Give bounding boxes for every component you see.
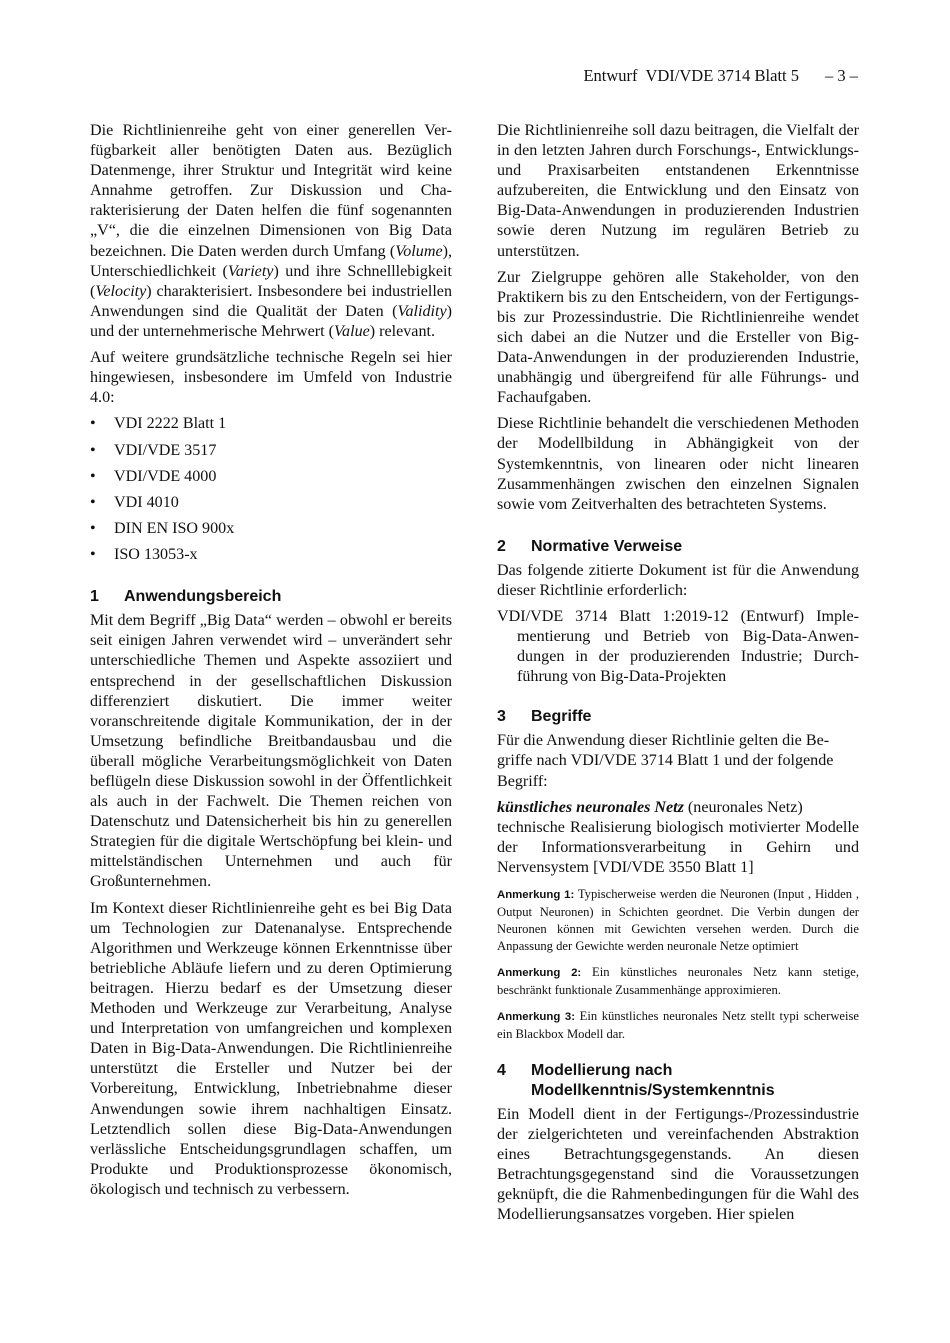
list-item: • VDI/VDE 3517 [90, 441, 217, 459]
intro-paragraph-2: Auf weitere grundsätzliche technische Regeln sei hier hingewiesen, insbesondere im Umfeld von Industrie 4.0: [90, 349, 452, 407]
left-column [90, 121, 452, 1206]
section-4-heading: 4 Modellierung nach Modellkenntnis/Systemkenntnis [497, 1062, 775, 1099]
scope-paragraph-3: Diese Richtlinie behandelt die verschiedenen Methoden der Modellbildung in Abhängigkeit von der Systemkenntnis, von linearen oder nicht linearen Zusammenhängen zwischen den einzelnen Signalen sowie vom Zeitverhalten des betrachteten Systems. [497, 415, 859, 513]
running-header [583, 66, 858, 86]
normative-reference: VDI/VDE 3714 Blatt 1:2019-12 (Entwurf) Implementierung und Betrieb von Big-Data-Anwendungen in der produzierenden Industrie; Durchführung von Big-Data-Projekten [497, 607, 859, 686]
note-1: Anmerkung 1: Typischerweise werden die Neuronen (Input , Hidden , Output Neuronen) in Schichten geordnet. Die Verbin dungen der Neuronen können mit Gewichten versehen werden. Durch die Anpassung der Gewichte werden neuronale Netze optimiert [497, 887, 859, 953]
note-3: Anmerkung 3: Ein künstliches neuronales Netz stellt typi scherweise ein Blackbox Modell dar. [497, 1009, 859, 1041]
section-1-paragraph-1: Mit dem Begriff „Big Data“ werden – obwohl er bereits seit einigen Jahren verwendet wird – unverändert sehr unterschiedliche Themen und Aspekte assoziiert und entsprechend in der gesellschaftlichen Diskussion differenziert diskutiert. Die immer weiter voranschreitende digitale Kommunikation, der in der Umsetzung befindliche Breitbandausbau und die überall mögliche Verarbeitungsmöglichkeit von Daten beflügeln diese Diskussion sowohl in der Öffentlichkeit als auch in der Fachwelt. Die Themen reichen von Datenschutz und Datensicherheit bis hin zu generellen Strategien für die digitale Wertschöpfung bei klein- und mittelständischen Unternehmen und auch für Großunternehmen. [90, 612, 452, 891]
bullet-icon: • [90, 493, 96, 511]
list-item: • ISO 13053-x [90, 546, 198, 564]
list-item: • VDI/VDE 4000 [90, 467, 217, 485]
reference-list [90, 414, 452, 565]
header-title: Entwurf VDI/VDE 3714 Blatt 5 [583, 66, 799, 85]
bullet-icon: • [90, 467, 96, 485]
term-definition: technische Realisierung biologisch motivierter Modelle der Informationsverarbeitung in Gehirn und Nervensystem [VDI/VDE 3550 Blatt 1] [497, 818, 859, 876]
section-2-heading: 2 Normative Verweise [497, 537, 683, 555]
bullet-icon: • [90, 415, 96, 433]
list-item: • DIN EN ISO 900x [90, 520, 235, 538]
section-3-heading: 3 Begriffe [497, 708, 592, 726]
section-4-paragraph: Ein Modell dient in der Fertigungs-/Prozessindustrie der zielgerichteten und vereinfachenden Abstraktion eines Betrachtungsgegenstands. An diesen Betrachtungsgegenstand sind die Voraussetzungen geknüpft, die die Rahmenbedingungen für die Wahl des Modellierungsansatzes vorgeben. Hier spielen [497, 1106, 859, 1224]
list-item: • VDI 2222 Blatt 1 [90, 415, 227, 433]
list-item: • VDI 4010 [90, 493, 179, 511]
right-column [497, 121, 859, 1232]
intro-paragraph-1: Die Richtlinienreihe geht von einer generellen Verfügbarkeit aller benötigten Daten aus. Bezüglich Datenmenge, ihrer Struktur und Integrität wird keine Annahme getroffen. Zur Diskussion und Charakterisierung der Daten helfen die fünf sogenannten „V“, die die einzelnen Dimensionen von Big Data bezeichnen. Die Daten werden durch Umfang (Volume), Unterschiedlichkeit (Variety) und ihre Schnelllebigkeit (Velocity) charakterisiert. Insbesondere bei industriellen Anwendungen sind die Qualität der Daten (Validity) und der unternehmerische Mehrwert (Value) relevant. [90, 122, 452, 340]
section-3-paragraph: Für die Anwendung dieser Richtlinie gelten die Begriffe nach VDI/VDE 3714 Blatt 1 und der folgende Begriff: [497, 732, 834, 790]
scope-paragraph-1: Die Richtlinienreihe soll dazu beitragen, die Vielfalt der in den letzten Jahren durch Forschungs-, Entwicklungs- und Praxisarbeiten entstandenen Erkenntnisse aufzubereiten, die Entwicklung und den Einsatz von Big-Data-Anwendungen in produzierenden Industrien sowie deren Nutzung im regulären Betrieb zu unterstützen. [497, 122, 859, 260]
bullet-icon: • [90, 520, 96, 538]
bullet-icon: • [90, 441, 96, 459]
bullet-icon: • [90, 546, 96, 564]
term-name: künstliches neuronales Netz [497, 798, 684, 816]
scope-paragraph-2: Zur Zielgruppe gehören alle Stakeholder, von den Praktikern bis zu den Entscheidern, von der Fertigungs- bis zur Prozessindustrie. Die Richtlinienreihe wendet sich dabei an die Nutzer und die Ersteller von Big-Data-Anwendungen in der produzierenden Industrie, unabhängig und übergreifend für alle Führungs- und Fachaufgaben. [497, 268, 859, 407]
term-entry: künstliches neuronales Netz (neuronales Netz) [497, 798, 803, 816]
note-2: Anmerkung 2: Ein künstliches neuronales Netz kann stetige, beschränkt funktionale Zusammenhänge approximieren. [497, 965, 859, 997]
section-1-paragraph-2: Im Kontext dieser Richtlinienreihe geht es bei Big Data um Technologien zur Datenanalyse. Entsprechende Algorithmen und Werkzeuge können Erkenntnisse über betriebliche Abläufe liefern und zu deren Optimierung beitragen. Hierzu bedarf es der Umsetzung dieser Methoden und Werkzeuge zur Verarbeitung, Analyse und Interpretation von umfangreichen und komplexen Daten in Big-Data-Anwendungen. Die Richtlinienreihe unterstützt die Ersteller und Nutzer bei der Vorbereitung, Entwicklung, Inbetriebnahme dieser Anwendungen sowie ihrem nachhaltigen Einsatz. Letztendlich sollen diese Big-Data-Anwendungen verlässliche Entscheidungsgrundlagen schaffen, um Produkte und Produktionsprozesse ökonomisch, ökologisch und technisch zu verbessern. [90, 899, 452, 1198]
section-2-paragraph: Das folgende zitierte Dokument ist für die Anwendung dieser Richtlinie erforderlich: [497, 561, 859, 599]
page-number: – 3 – [825, 66, 858, 85]
section-1-heading: 1 Anwendungsbereich [90, 588, 282, 606]
